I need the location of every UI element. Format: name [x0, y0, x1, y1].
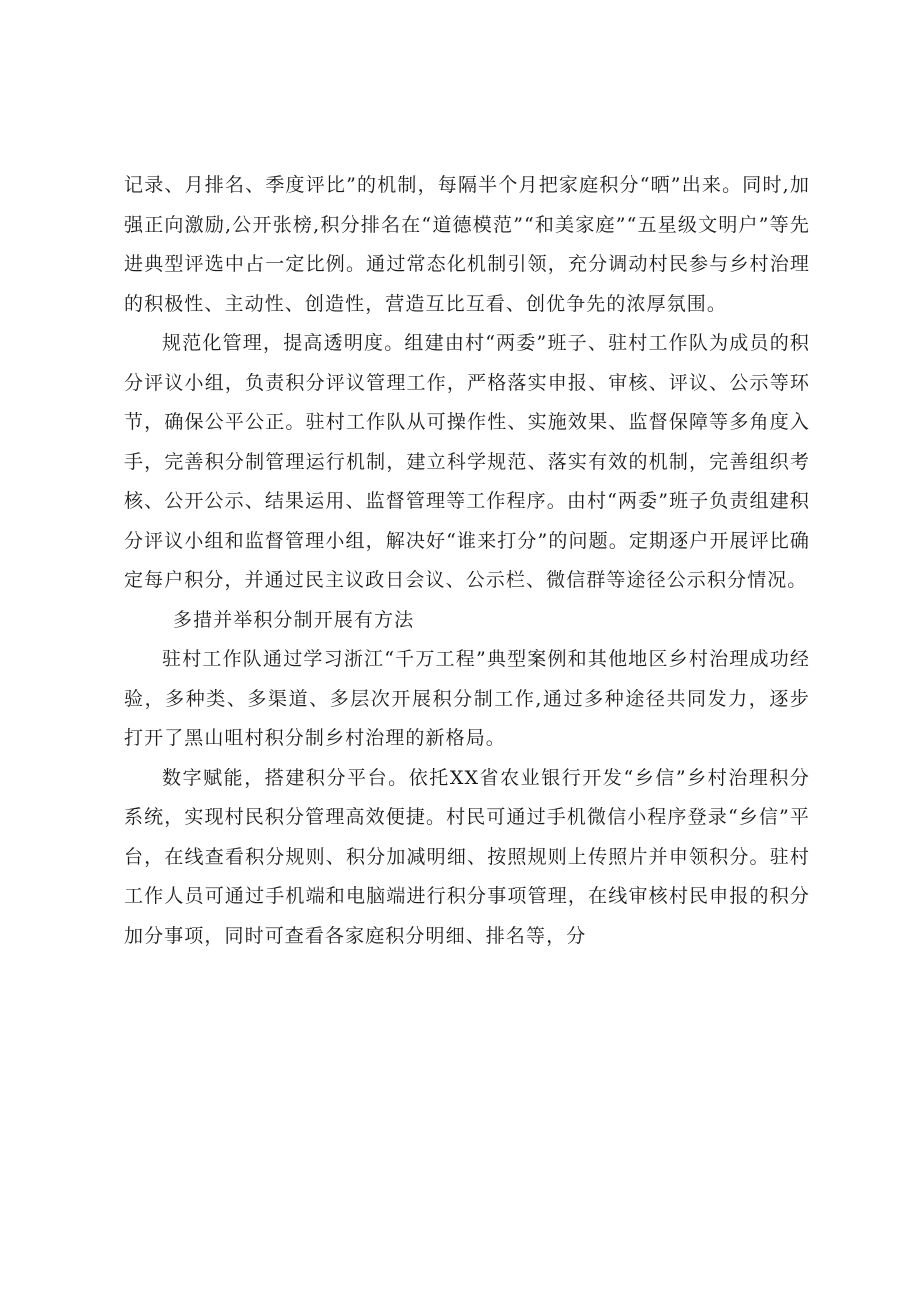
paragraph-digital-platform: 数字赋能，搭建积分平台。依托XX省农业银行开发“乡信”乡村治理积分系统，实现村民积分管理高效便捷。村民可通过手机微信小程序登录“乡信”平台，在线查看积分规则、积分加减明细、按照规则上传照片并申领积分。驻村工作人员可通过手机端和电脑端进行积分事项管理，在线审核村民申报的积分加分事项，同时可查看各家庭积分明细、排名等，分	[124, 766, 810, 947]
paragraph-standardized-management: 规范化管理，提高透明度。组建由村“两委”班子、驻村工作队为成员的积分评议小组，负责积分评议管理工作，严格落实申报、审核、评议、公示等环节，确保公平公正。驻村工作队从可操作性、实施效果、监督保障等多角度入手，完善积分制管理运行机制，建立科学规范、落实有效的机制，完善组织考核、公开公示、结果运用、监督管理等工作程序。由村“两委”班子负责组建积分评议小组和监督管理小组，解决好“谁来打分”的问题。定期逐户开展评比确定每户积分，并通过民主议政日会议、公示栏、微信群等途径公示积分情况。	[124, 332, 810, 591]
paragraph-work-team: 驻村工作队通过学习浙江“千万工程”典型案例和其他地区乡村治理成功经验，多种类、多渠道、多层次开展积分制工作,通过多种途径共同发力，逐步打开了黑山咀村积分制乡村治理的新格局。	[124, 648, 810, 749]
section-heading: 多措并举积分制开展有方法	[173, 608, 415, 631]
paragraph-continuation: 记录、月排名、季度评比”的机制，每隔半个月把家庭积分“晒”出来。同时,加强正向激励,公开张榜,积分排名在“道德模范”“和美家庭”“五星级文明户”等先进典型评选中占一定比例。通过常态化机制引领，充分调动村民参与乡村治理的积极性、主动性、创造性，营造互比互看、创优争先的浓厚氛围。	[124, 174, 810, 315]
document-body	[124, 166, 810, 956]
